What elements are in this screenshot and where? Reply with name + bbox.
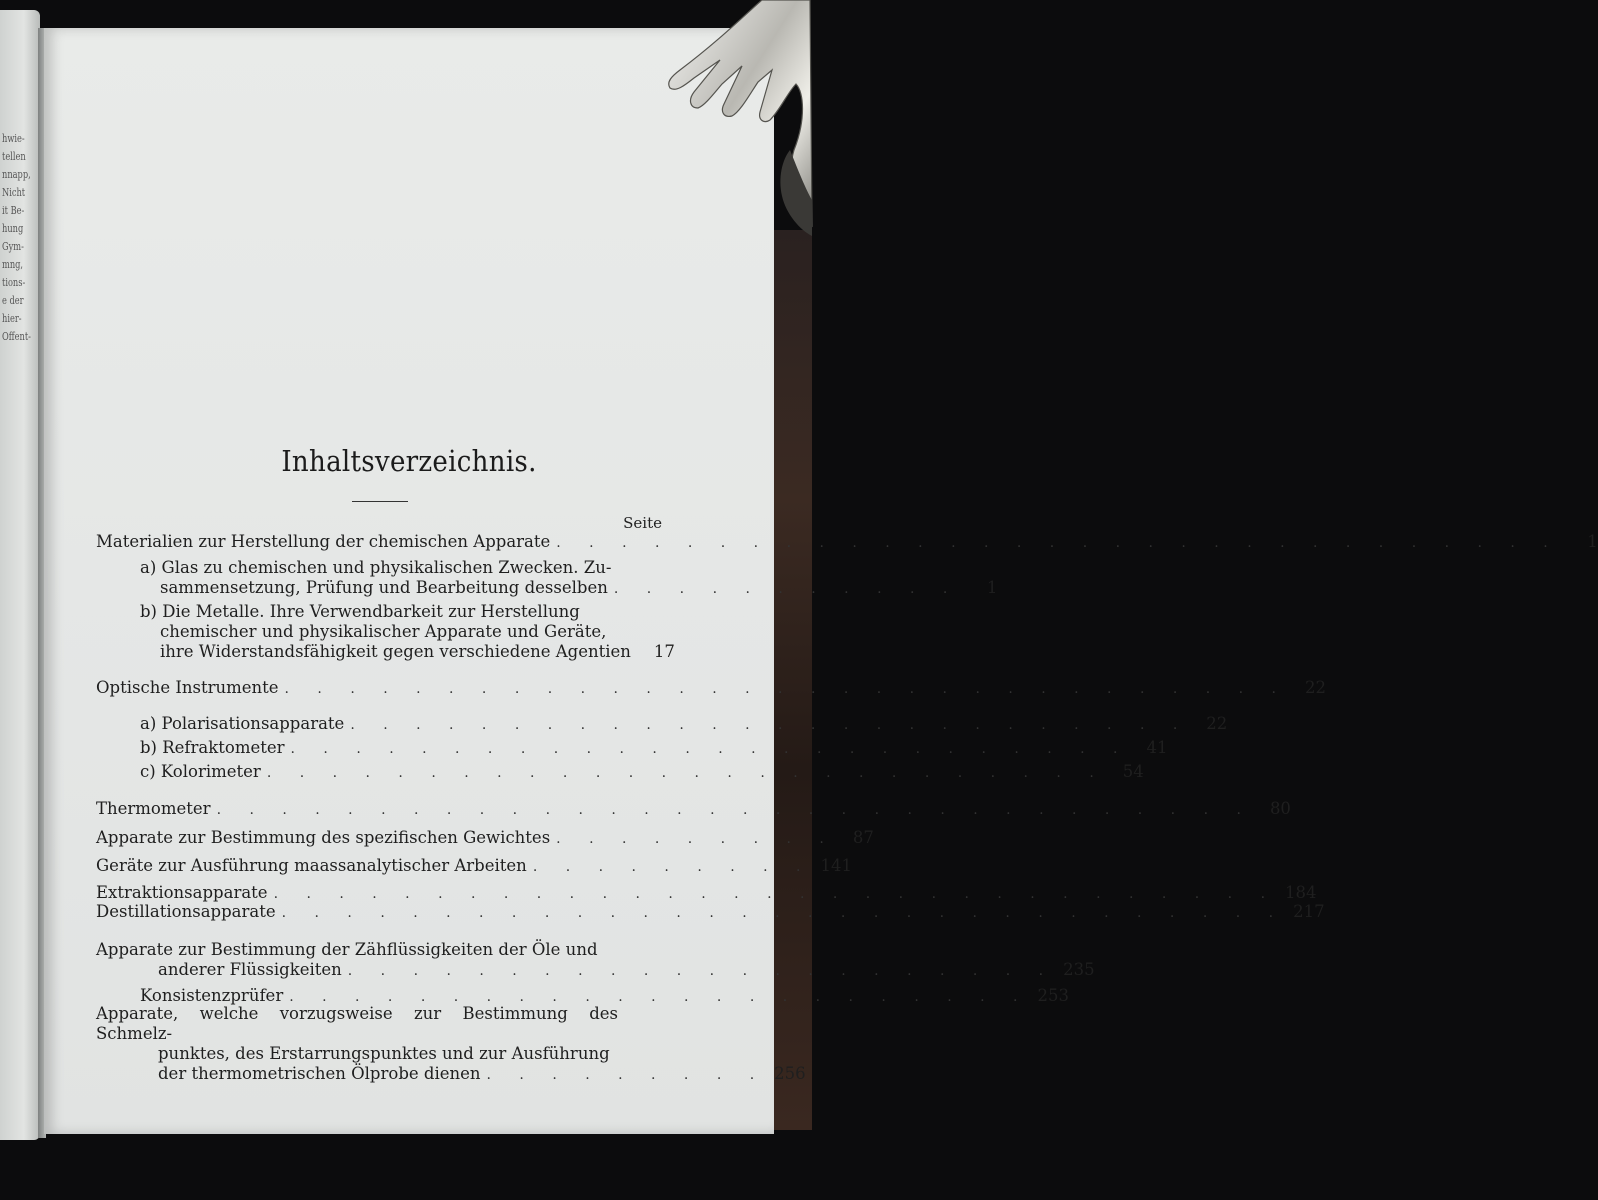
toc-entry: Extraktionsapparate . . . . . . . . . . . . . . . . . . . . . . . . . . . . . . . 184 bbox=[96, 883, 1317, 902]
toc-entry-line: der thermometrischen Ölprobe dienen bbox=[158, 1064, 481, 1083]
toc-entry-title: Materialien zur Herstellung der chemischen Apparate bbox=[96, 532, 551, 551]
toc-entry-title: b) Refraktometer bbox=[140, 738, 285, 757]
left-fragment: e der bbox=[2, 294, 24, 307]
left-fragment: Gym- bbox=[2, 240, 24, 253]
toc-entry: Optische Instrumente . . . . . . . . . . . . . . . . . . . . . . . . . . . . . . . 22 bbox=[96, 678, 1326, 697]
left-page-text-fragments bbox=[2, 130, 38, 346]
toc-entry-title: Geräte zur Ausführung maassanalytischer Arbeiten bbox=[96, 856, 527, 875]
toc-page-number: 217 bbox=[1293, 902, 1325, 921]
toc-entry-title: Extraktionsapparate bbox=[96, 883, 268, 902]
title-rule bbox=[352, 501, 408, 502]
toc-entry: Geräte zur Ausführung maassanalytischer Arbeiten . . . . . . . . . 141 bbox=[96, 856, 852, 875]
toc-page-number: 87 bbox=[852, 828, 874, 847]
toc-entry-line: Apparate, welche vorzugsweise zur Bestimmung des Schmelz- bbox=[96, 1004, 618, 1043]
toc-entry-title: Thermometer bbox=[96, 799, 211, 818]
left-fragment: mng, bbox=[2, 258, 24, 271]
toc-page-number: 80 bbox=[1269, 799, 1291, 818]
toc-entry bbox=[140, 602, 675, 662]
toc-entry-line: sammensetzung, Prüfung und Bearbeitung desselben bbox=[160, 578, 608, 597]
left-fragment: it Be- bbox=[2, 204, 25, 217]
toc-page-number: 256 bbox=[774, 1064, 806, 1083]
toc-entry-line: Glas zu chemischen und physikalischen Zwecken. Zu- bbox=[161, 558, 612, 577]
left-fragment: Nicht bbox=[2, 186, 26, 199]
toc-entry-label: b) bbox=[140, 602, 157, 621]
toc-entry: Konsistenzprüfer . . . . . . . . . . . . . . . . . . . . . . . 253 bbox=[140, 986, 1069, 1005]
page-title: Inhaltsverzeichnis. bbox=[281, 444, 537, 478]
toc-page-number: 17 bbox=[653, 642, 675, 661]
toc-entry-title: Konsistenzprüfer bbox=[140, 986, 284, 1005]
left-fragment: hung bbox=[2, 222, 24, 235]
toc-entry-line: chemischer und physikalischer Apparate und Geräte, bbox=[160, 622, 607, 641]
toc-entry: Apparate zur Bestimmung des spezifischen Gewichtes . . . . . . . . . 87 bbox=[96, 828, 874, 847]
toc-entry: a) Polarisationsapparate . . . . . . . . . . . . . . . . . . . . . . . . . . 22 bbox=[140, 714, 1228, 733]
left-fragment: hier- bbox=[2, 312, 22, 325]
toc-entry-line: Die Metalle. Ihre Verwendbarkeit zur Herstellung bbox=[162, 602, 580, 621]
toc-page-number: 41 bbox=[1146, 738, 1168, 757]
toc-page-number: 184 bbox=[1285, 883, 1317, 902]
toc-entry-line: anderer Flüssigkeiten bbox=[158, 960, 342, 979]
toc-entry: Materialien zur Herstellung der chemischen Apparate . . . . . . . . . . . . . . . . . . . . . . . . . . . . . . . 1 bbox=[96, 532, 1598, 551]
toc-entry-title: c) Kolorimeter bbox=[140, 762, 261, 781]
toc-entry-label: a) bbox=[140, 558, 157, 577]
toc-entry: Apparate, welche vorzugsweise zur Bestimmung des Schmelz- punktes, des Erstarrungspunktes und zur Ausführung der thermometrischen Ölprobe dienen . . . . . . . . . 256 bbox=[96, 1004, 806, 1083]
toc-entry: Apparate zur Bestimmung der Zähflüssigkeiten der Öle und anderer Flüssigkeiten . . . . . . . . . . . . . . . . . . . . . . 235 bbox=[96, 940, 1095, 979]
toc-entry: b) Refraktometer . . . . . . . . . . . . . . . . . . . . . . . . . . 41 bbox=[140, 738, 1168, 757]
toc-page-number: 1 bbox=[986, 578, 998, 597]
toc-entry: a) Glas zu chemischen und physikalischen Zwecken. Zu- sammensetzung, Prüfung und Bearbeitung desselben . . . . . . . . . . . 1 bbox=[140, 558, 998, 597]
toc-entry-title: Optische Instrumente bbox=[96, 678, 279, 697]
left-fragment: tellen bbox=[2, 150, 26, 163]
toc-page-number: 1 bbox=[1587, 532, 1598, 551]
toc-entry-title: Destillationsapparate bbox=[96, 902, 276, 921]
toc-page-number: 54 bbox=[1122, 762, 1144, 781]
left-fragment: Offent- bbox=[2, 330, 31, 343]
left-page-edge bbox=[0, 10, 40, 1140]
left-fragment: hwie- bbox=[2, 132, 25, 145]
toc-entry-line: ihre Widerstandsfähigkeit gegen verschiedene Agentien bbox=[160, 642, 631, 661]
fork-icon bbox=[660, 0, 812, 240]
toc-page-number: 141 bbox=[820, 856, 852, 875]
left-fragment: tions- bbox=[2, 276, 26, 289]
toc-entry-line: Apparate zur Bestimmung der Zähflüssigkeiten der Öle und bbox=[96, 940, 598, 959]
page-column-label: Seite bbox=[623, 514, 662, 532]
toc-page-number: 235 bbox=[1063, 960, 1095, 979]
toc-entry: Destillationsapparate . . . . . . . . . . . . . . . . . . . . . . . . . . . . . . . 217 bbox=[96, 902, 1325, 921]
toc-entry-title: Apparate zur Bestimmung des spezifischen Gewichtes bbox=[96, 828, 551, 847]
toc-entry: c) Kolorimeter . . . . . . . . . . . . . . . . . . . . . . . . . . 54 bbox=[140, 762, 1144, 781]
toc-page-number: 253 bbox=[1037, 986, 1069, 1005]
toc-entry: Thermometer . . . . . . . . . . . . . . . . . . . . . . . . . . . . . . . . 80 bbox=[96, 799, 1291, 818]
toc-page-number: 22 bbox=[1206, 714, 1228, 733]
toc-entry-title: a) Polarisationsapparate bbox=[140, 714, 345, 733]
left-fragment: nnapp, bbox=[2, 168, 31, 181]
toc-entry-line: punktes, des Erstarrungspunktes und zur Ausführung bbox=[158, 1044, 610, 1063]
toc-page-number: 22 bbox=[1305, 678, 1326, 697]
